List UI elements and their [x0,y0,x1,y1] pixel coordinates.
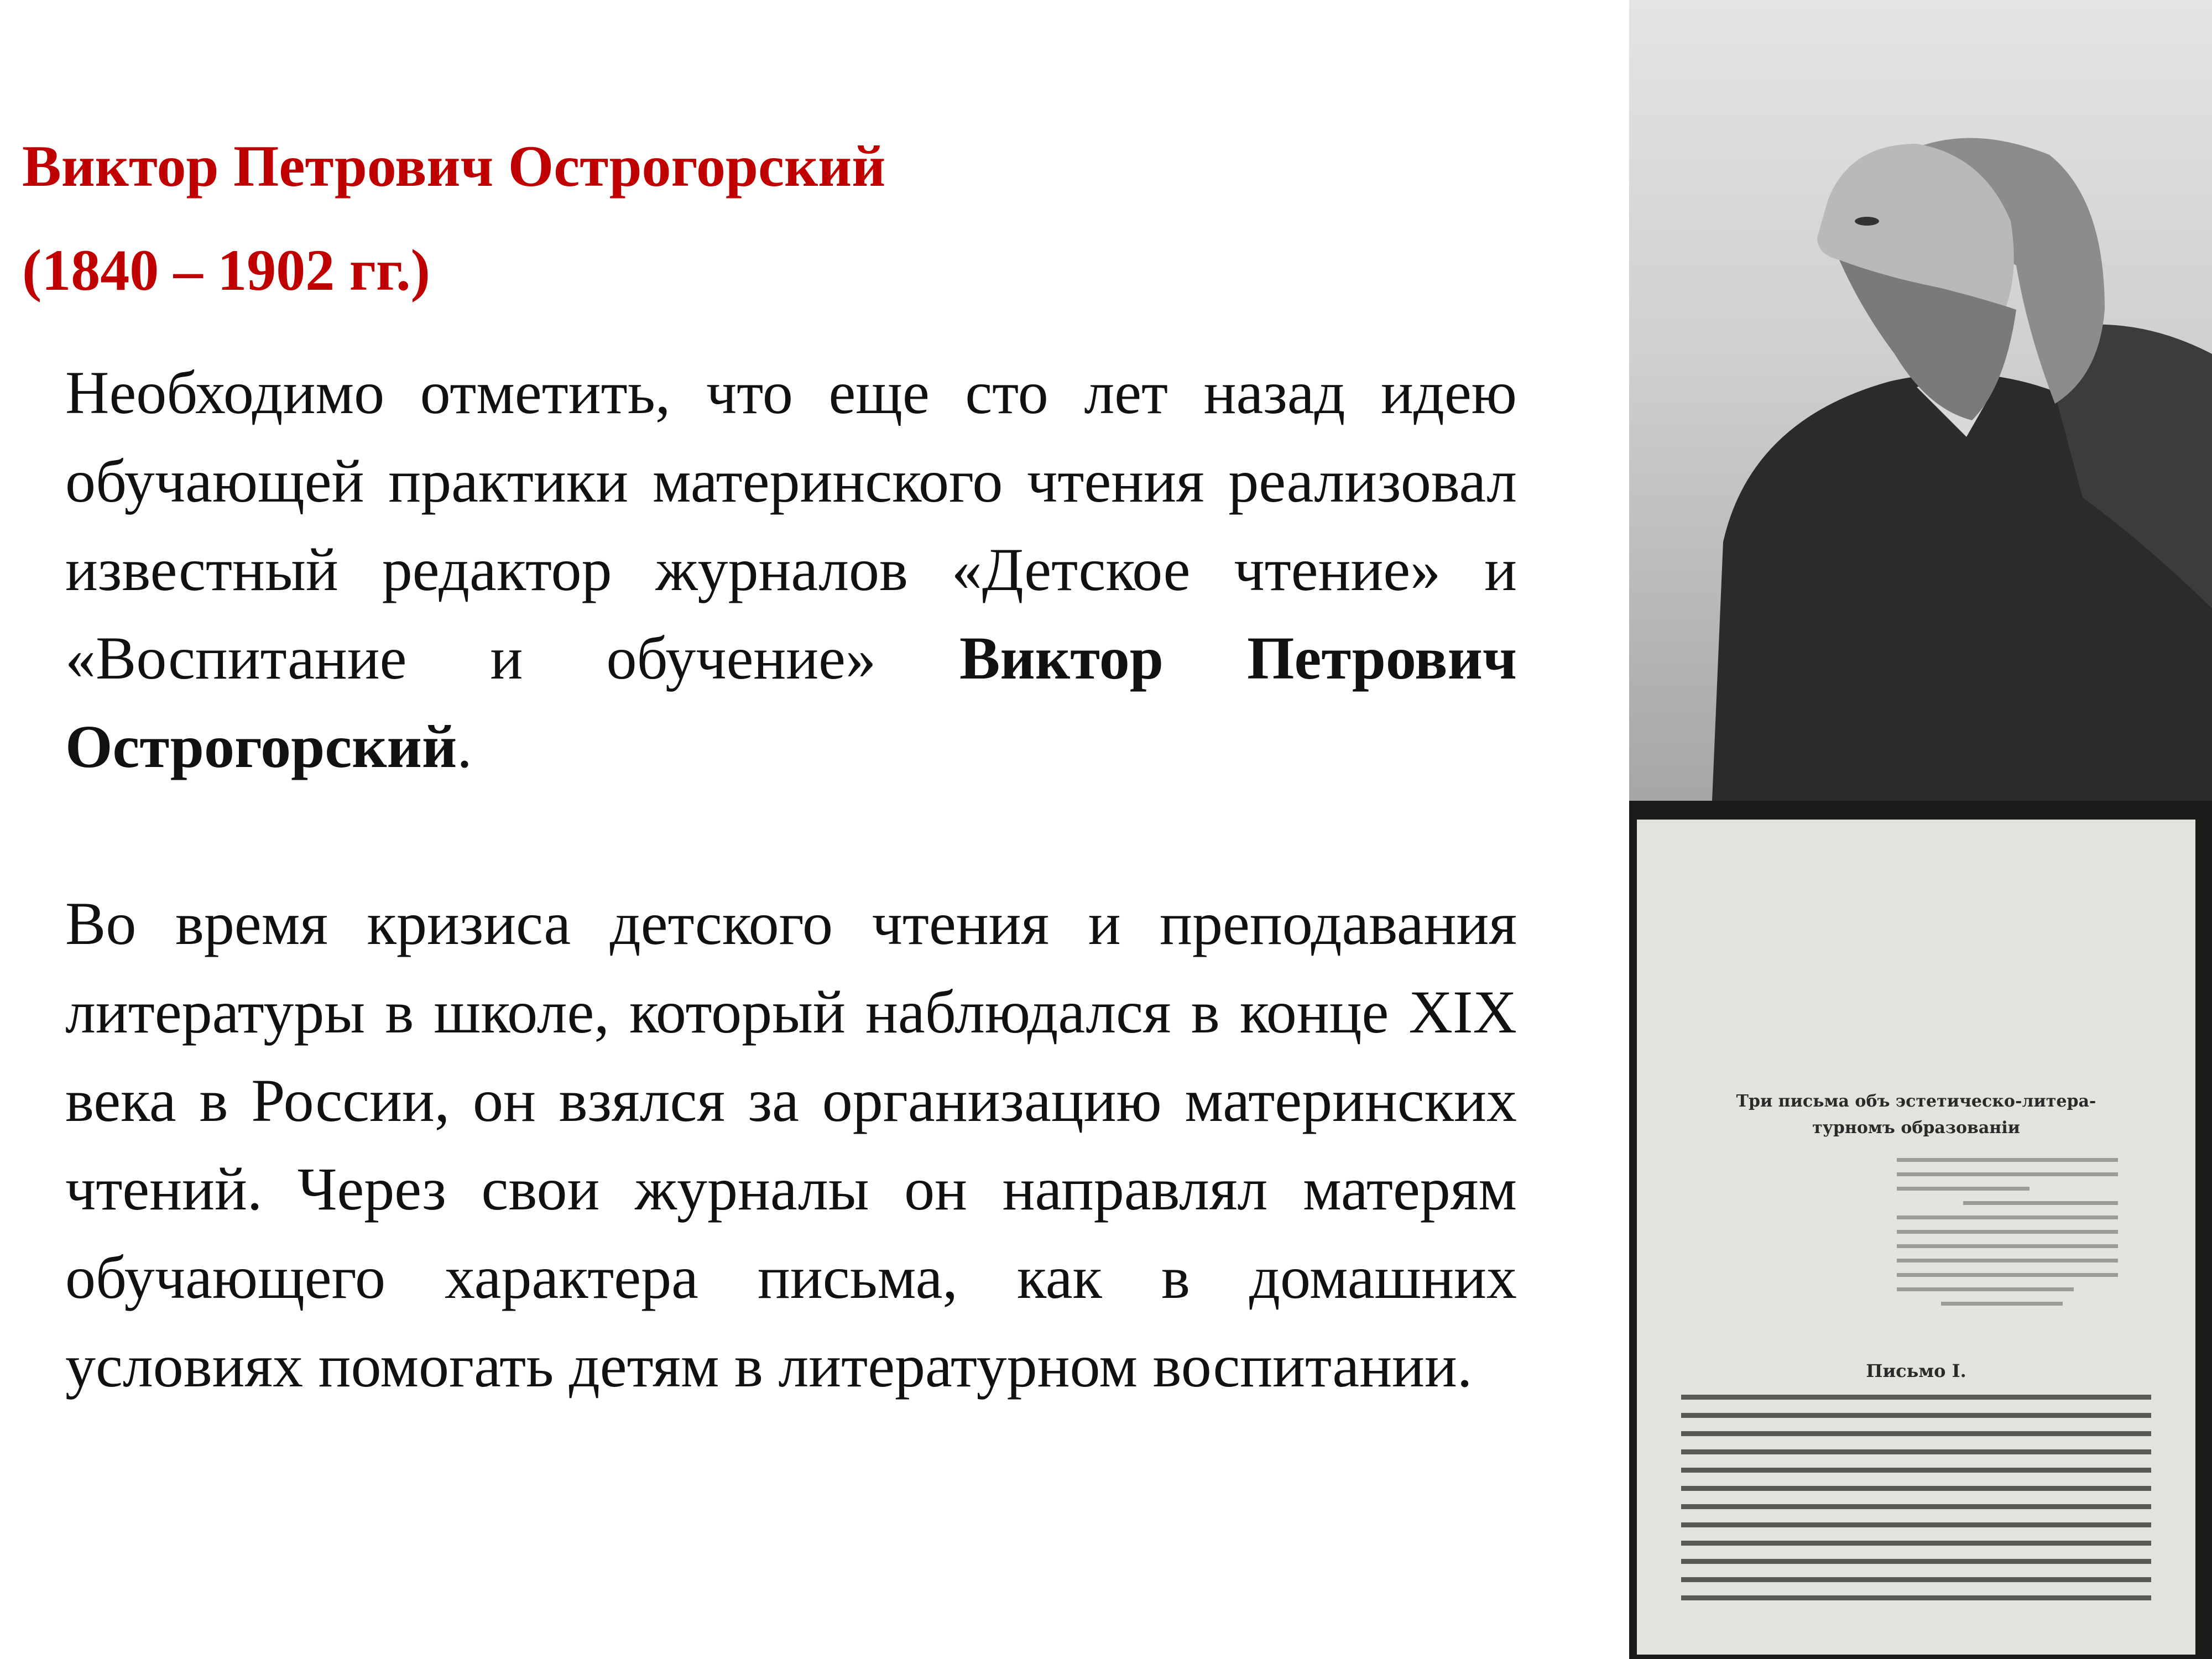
book-page [1637,820,2195,1655]
paragraph-1-end: . [457,713,472,780]
paragraph-2: Во время кризиса детского чтения и преподавания литературы в школе, который наблюдался в конце XIX века в России, он взялся за организацию материнских чтений. Через свои журналы он направлял матерям обучающего характера письма, как в домашних условиях помогать детям в литературном воспитании. [65,890,1517,1400]
title-years: (1840 – 1902 гг.) [22,238,430,302]
paragraph-1 [65,348,1517,791]
portrait-photo [1629,0,2212,801]
book-letter-heading: Письмо I. [1866,1360,1966,1381]
book-title-line-1: Три письма объ эстетическо-литера- [1736,1092,2096,1111]
portrait-illustration [1629,0,2212,801]
paragraph-1-bold-name: Виктор Петрович Острогорский [65,624,1517,780]
book-epigraph [1897,1158,2118,1316]
book-body-lines [1681,1395,2151,1614]
book-photo [1629,801,2212,1659]
body-text [65,348,1517,1410]
title-name: Виктор Петрович Острогорский [22,134,886,199]
book-title-line-2: турномъ образованіи [1812,1118,2020,1138]
paragraph-1-text: Необходимо отметить, что еще сто лет назад идею обучающей практики материнского чтения реализовал известный редактор журналов «Детское чтение» и «Воспитание и обучение» [65,359,1517,692]
